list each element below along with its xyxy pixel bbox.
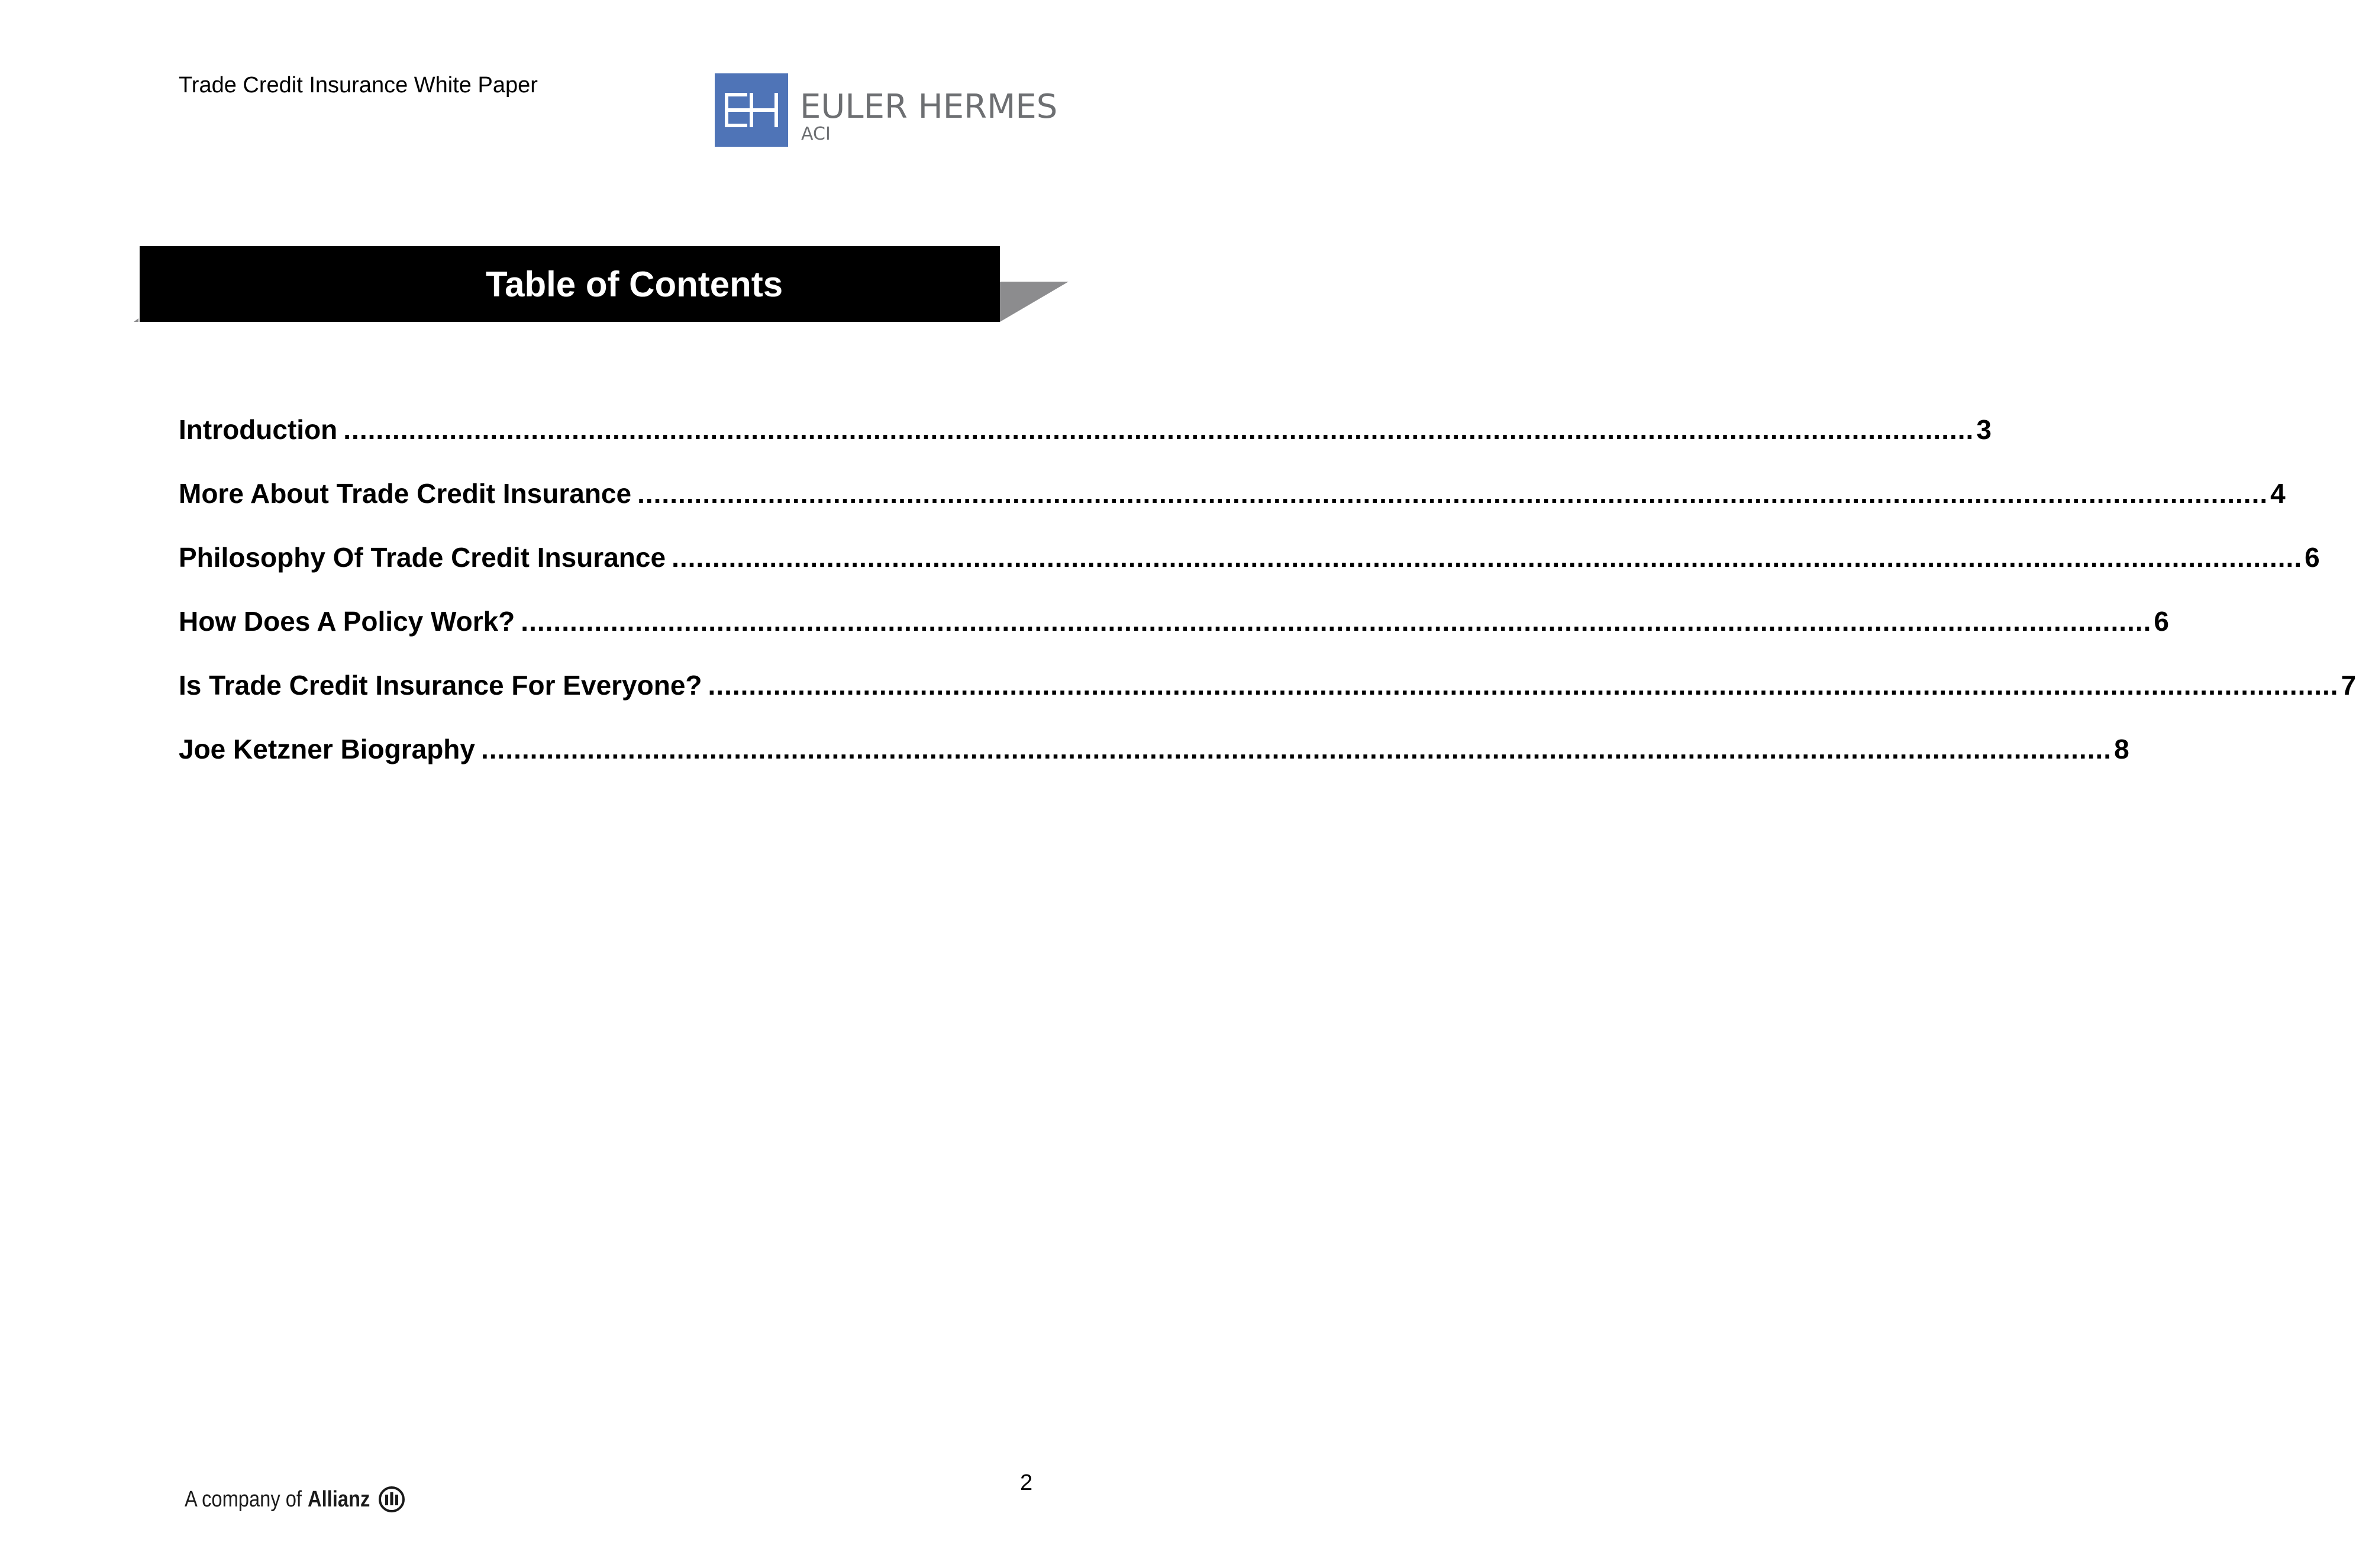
toc-entry-page: 6 (2154, 606, 2169, 637)
euler-hermes-logo (715, 73, 1058, 149)
toc-entry-label: Joe Ketzner Biography (179, 734, 475, 764)
toc-heading: Table of Contents (485, 264, 783, 304)
toc-dot-leader: ........................................................................................................................................................................................................ (637, 478, 2268, 509)
toc-entry-label: How Does A Policy Work? (179, 606, 515, 637)
toc-entry-page: 6 (2305, 542, 2320, 573)
document-header-title: Trade Credit Insurance White Paper (179, 73, 538, 98)
toc-dot-leader: ........................................................................................................................................................................................................ (708, 670, 2339, 701)
toc-entry-page: 8 (2114, 734, 2129, 764)
toc-dot-leader: ........................................................................................................................................................................................................ (672, 542, 2303, 573)
toc-entry-introduction[interactable] (179, 408, 1992, 472)
footer-allianz-brand (185, 1483, 405, 1516)
toc-heading-banner (134, 246, 1069, 323)
toc-entry-biography[interactable] (179, 728, 2129, 792)
page-number: 2 (1020, 1470, 1033, 1495)
toc-entry-page: 3 (1976, 414, 1992, 445)
toc-entry-label: Introduction (179, 414, 338, 445)
toc-entry-policy[interactable] (179, 600, 2169, 664)
toc-entry-label: More About Trade Credit Insurance (179, 478, 632, 509)
toc-list (179, 408, 2356, 792)
toc-entry-more-about[interactable] (179, 472, 2286, 536)
footer-brand-name: Allianz (308, 1486, 370, 1512)
allianz-eagle-icon (378, 1486, 405, 1513)
toc-dot-leader: ........................................................................................................................................................................................................ (343, 414, 1974, 445)
euler-hermes-mark-icon (715, 73, 788, 147)
logo-company-name: EULER HERMES (800, 88, 1058, 126)
toc-entry-label: Philosophy Of Trade Credit Insurance (179, 542, 666, 573)
toc-dot-leader: ........................................................................................................................................................................................................ (481, 734, 2112, 764)
footer-prefix-text: A company of (185, 1486, 302, 1512)
toc-entry-philosophy[interactable] (179, 536, 2320, 600)
toc-entry-label: Is Trade Credit Insurance For Everyone? (179, 670, 702, 701)
toc-entry-page: 7 (2341, 670, 2356, 701)
logo-company-subname: ACI (801, 124, 831, 144)
toc-entry-everyone[interactable] (179, 664, 2356, 728)
toc-entry-page: 4 (2270, 478, 2286, 509)
toc-dot-leader: ........................................................................................................................................................................................................ (521, 606, 2152, 637)
